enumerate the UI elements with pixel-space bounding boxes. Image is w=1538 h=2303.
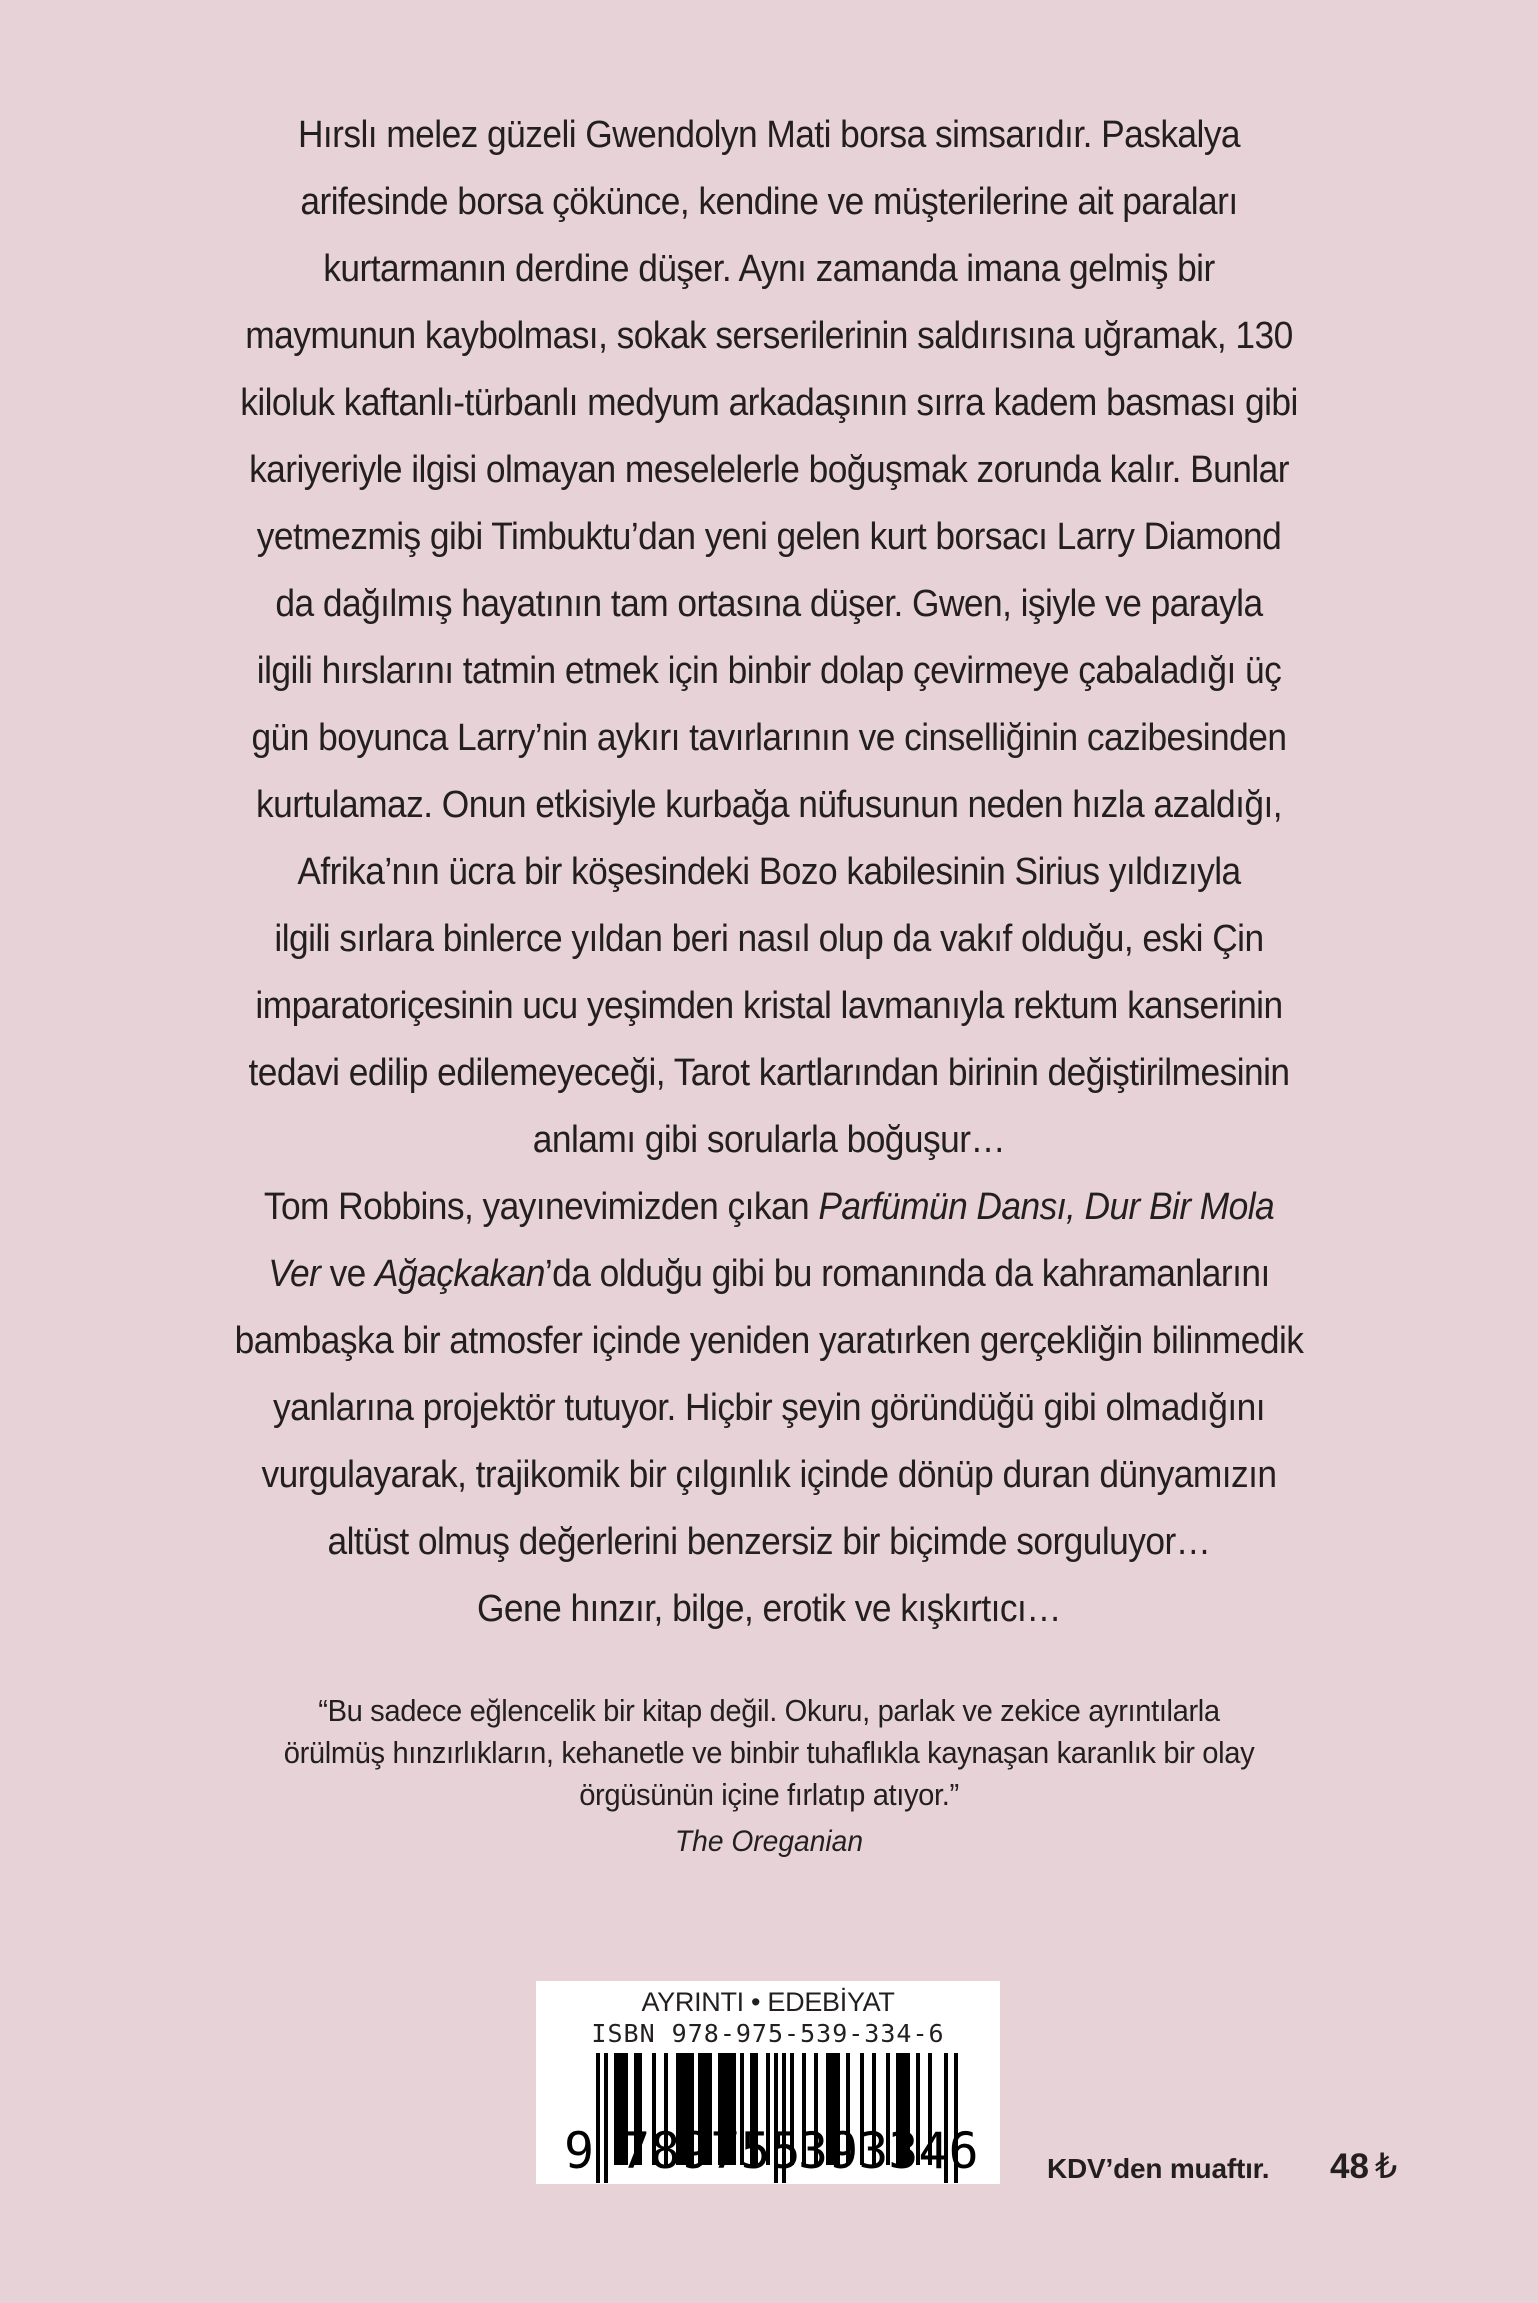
ean-left-group: 789755 xyxy=(620,2122,801,2180)
blurb-line xyxy=(54,1512,1484,1579)
blurb-line xyxy=(54,1311,1484,1378)
blurb-line xyxy=(54,105,1484,172)
blurb-text-segment: yanlarına projektör tutuyor. Hiçbir şeyin göründüğü gibi olmadığını xyxy=(273,1387,1265,1429)
blurb-line xyxy=(54,1244,1484,1311)
blurb-text-segment: ilgili hırslarını tatmin etmek için binbir dolap çevirmeye çabaladığı üç xyxy=(256,650,1282,692)
blurb-text-segment: altüst olmuş değerlerini benzersiz bir biçimde sorguluyor… xyxy=(327,1521,1211,1563)
blurb-line xyxy=(54,708,1484,775)
blurb-text-segment: anlamı gibi sorularla boğuşur… xyxy=(532,1119,1006,1161)
review-quote xyxy=(0,1690,1538,1862)
blurb-text-segment: da dağılmış hayatının tam ortasına düşer. Gwen, işiyle ve parayla xyxy=(275,583,1263,625)
price-amount: 48 xyxy=(1330,2147,1369,2186)
blurb-text-segment: kurtarmanın derdine düşer. Aynı zamanda imana gelmiş bir xyxy=(323,248,1215,290)
blurb-text-segment: Afrika’nın ücra bir köşesindeki Bozo kabilesinin Sirius yıldızıyla xyxy=(297,851,1241,893)
book-title-text: Parfümün Dansı, Dur Bir Mola xyxy=(818,1186,1275,1228)
blurb-text-segment: ve xyxy=(320,1253,376,1295)
blurb-text-segment: Tom Robbins, yayınevimizden çıkan xyxy=(263,1186,819,1228)
price-tag xyxy=(1330,2147,1397,2187)
blurb-line xyxy=(54,775,1484,842)
blurb-line xyxy=(54,1445,1484,1512)
book-title-text: Ağaçkakan xyxy=(375,1253,545,1295)
blurb-line xyxy=(54,306,1484,373)
blurb-line xyxy=(54,172,1484,239)
tax-exempt-note: KDV’den muaftır. xyxy=(1047,2153,1270,2184)
blurb-line xyxy=(54,909,1484,976)
blurb-text-segment: ’da olduğu gibi bu romanında da kahramanlarını xyxy=(544,1253,1270,1295)
lira-currency-icon: ₺ xyxy=(1374,2147,1398,2186)
blurb-text-segment: bambaşka bir atmosfer içinde yeniden yaratırken gerçekliğin bilinmedik xyxy=(234,1320,1304,1362)
blurb-text-segment: maymunun kaybolması, sokak serserilerinin saldırısına uğramak, 130 xyxy=(245,315,1293,357)
blurb-line xyxy=(54,842,1484,909)
book-title-text: Ver xyxy=(268,1253,321,1295)
blurb-line xyxy=(54,239,1484,306)
quote-line: “Bu sadece eğlencelik bir kitap değil. Okuru, parlak ve zekice ayrıntılarla xyxy=(318,1693,1220,1728)
blurb-line xyxy=(54,574,1484,641)
blurb-line xyxy=(54,976,1484,1043)
blurb-text-segment: ilgili sırlara binlerce yıldan beri nasıl olup da vakıf olduğu, eski Çin xyxy=(274,918,1264,960)
blurb-line xyxy=(54,1110,1484,1177)
blurb-text-segment: kiloluk kaftanlı-türbanlı medyum arkadaşının sırra kadem basması gibi xyxy=(240,382,1298,424)
blurb-text-segment: arifesinde borsa çökünce, kendine ve müşterilerine ait paraları xyxy=(300,181,1238,223)
isbn-barcode xyxy=(536,1981,1000,2184)
blurb-line xyxy=(54,373,1484,440)
blurb-line xyxy=(54,1043,1484,1110)
blurb-text-segment: Hırslı melez güzeli Gwendolyn Mati borsa simsarıdır. Paskalya xyxy=(297,114,1241,156)
blurb-text-segment: tedavi edilip edilemeyeceği, Tarot kartlarından birinin değiştirilmesinin xyxy=(248,1052,1290,1094)
blurb-line xyxy=(54,507,1484,574)
blurb-line xyxy=(54,440,1484,507)
blurb-line xyxy=(54,1378,1484,1445)
blurb-line xyxy=(54,1177,1484,1244)
blurb-text-segment: Gene hınzır, bilge, erotik ve kışkırtıcı… xyxy=(476,1588,1062,1630)
blurb-text xyxy=(0,105,1538,1646)
isbn-label: ISBN 978-975-539-334-6 xyxy=(591,2019,945,2048)
quote-line: örülmüş hınzırlıkların, kehanetle ve binbir tuhaflıkla kaynaşan karanlık bir olay xyxy=(283,1735,1255,1770)
blurb-text-segment: vurgulayarak, trajikomik bir çılgınlık içinde dönüp duran dünyamızın xyxy=(261,1454,1277,1496)
blurb-text-segment: imparatoriçesinin ucu yeşimden kristal lavmanıyla rektum kanserinin xyxy=(255,985,1283,1027)
quote-line: örgüsünün içine fırlatıp atıyor.” xyxy=(579,1777,959,1812)
barcode-digits xyxy=(536,2123,1000,2179)
blurb-line xyxy=(54,641,1484,708)
blurb-line xyxy=(54,1579,1484,1646)
quote-source: The Oreganian xyxy=(674,1825,864,1858)
ean-right-group: 393346 xyxy=(798,2122,979,2180)
ean-first-digit: 9 xyxy=(564,2122,595,2180)
blurb-text-segment: gün boyunca Larry’nin aykırı tavırlarının ve cinselliğinin cazibesinden xyxy=(251,717,1287,759)
blurb-text-segment: yetmezmiş gibi Timbuktu’dan yeni gelen kurt borsacı Larry Diamond xyxy=(256,516,1282,558)
blurb-text-segment: kurtulamaz. Onun etkisiyle kurbağa nüfusunun neden hızla azaldığı, xyxy=(255,784,1282,826)
blurb-text-segment: kariyeriyle ilgisi olmayan meselelerle boğuşmak zorunda kalır. Bunlar xyxy=(249,449,1289,491)
series-label: AYRINTI • EDEBİYAT xyxy=(641,1987,895,2017)
